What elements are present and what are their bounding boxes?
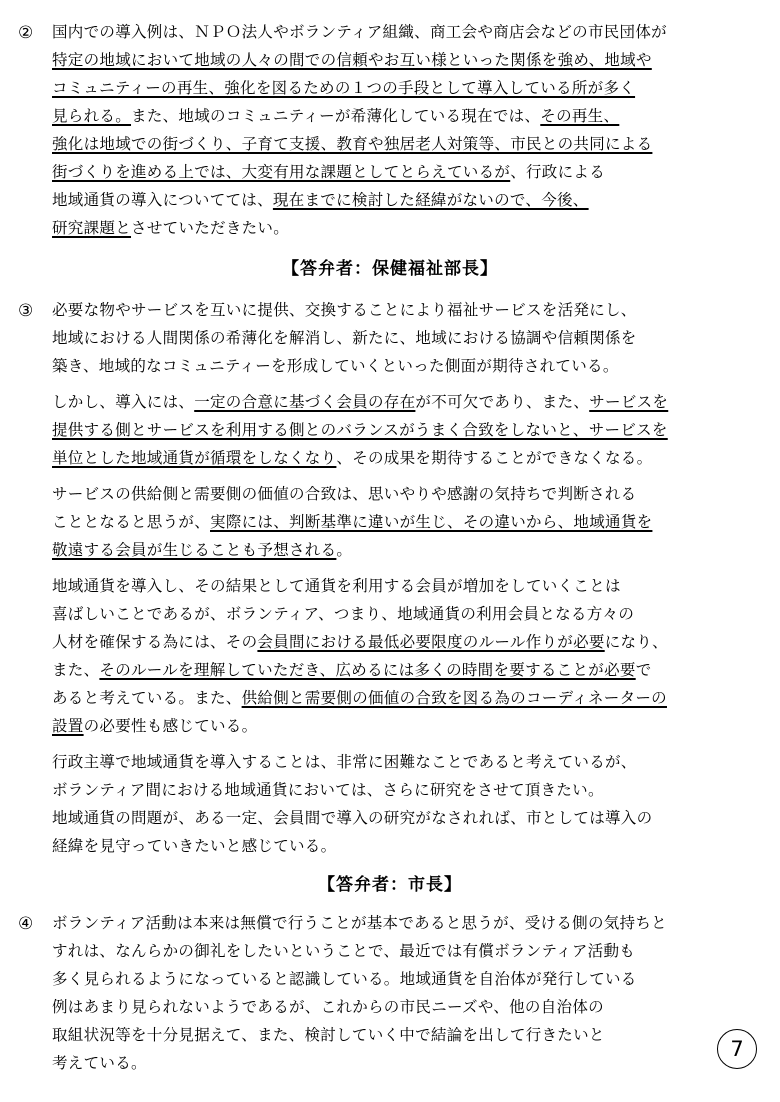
text-segment: 、行政による: [510, 163, 606, 181]
text-segment: 多く見られるようになっていると認識している。地域通貨を自治体が発行している: [52, 970, 637, 988]
text-segment: 国内での導入例は、ＮＰＯ法人やボランティア組織、商工会や商店会などの市民団体が: [52, 23, 667, 41]
answer-item-4: [18, 909, 766, 1077]
answer-item-3: [18, 296, 766, 860]
text-segment: 。: [336, 541, 353, 559]
text-segment: で: [635, 661, 652, 679]
underlined-text: 実際には、判断基準に違いが生じ、その違いから、地域通貨を: [210, 513, 653, 531]
text-segment: 築き、地域的なコミュニティーを形成していくといった側面が期待されている。: [52, 357, 619, 375]
text-segment: 喜ばしいことであるが、ボランティア、つまり、地域通貨の利用会員となる方々の: [52, 605, 635, 623]
item-marker: ②: [18, 23, 34, 43]
text-segment: しかし、導入には、: [52, 393, 195, 411]
underlined-text: 研究課題と: [52, 219, 132, 237]
text-segment: 経緯を見守っていきたいと感じている。: [52, 837, 337, 855]
text-line: [52, 508, 766, 536]
item-marker: ④: [18, 914, 34, 934]
underlined-text: その再生、: [540, 107, 620, 125]
underlined-text: 設置: [52, 717, 84, 735]
text-segment: 取組状況等を十分見据えて、また、検討していく中で結論を出して行きたいと: [52, 1026, 605, 1044]
text-line: [52, 74, 766, 102]
text-segment: 地域通貨の問題が、ある一定、会員間で導入の研究がなされれば、市としては導入の: [52, 809, 653, 827]
text-line: [52, 937, 766, 965]
item-2-text: [52, 18, 766, 242]
text-segment: 人材を確保する為には、その: [52, 633, 258, 651]
page-number: 7: [717, 1029, 757, 1069]
text-line: [52, 18, 766, 46]
text-line: [52, 186, 766, 214]
text-line: [52, 748, 766, 776]
item-3-para-1: [52, 296, 766, 380]
text-segment: あると考えている。また、: [52, 689, 242, 707]
text-line: [52, 352, 766, 380]
text-line: [52, 480, 766, 508]
text-line: [52, 46, 766, 74]
text-line: [52, 776, 766, 804]
underlined-text: そのルールを理解していただき、広めるには多くの時間を要することが必要: [99, 661, 636, 679]
text-segment: 地域通貨を導入し、その結果として通貨を利用する会員が増加をしていくことは: [52, 577, 621, 595]
text-line: [52, 712, 766, 740]
underlined-text: 街づくりを進める上では、大変有用な課題としてとらえているが: [52, 163, 511, 181]
text-line: [52, 416, 766, 444]
item-marker: ③: [18, 301, 34, 321]
text-line: [52, 628, 766, 656]
text-segment: ボランティア活動は本来は無償で行うことが基本であると思うが、受ける側の気持ちと: [52, 914, 667, 932]
answer-item-2: [18, 18, 766, 242]
text-line: [52, 536, 766, 564]
underlined-text: サービスを: [589, 393, 669, 411]
text-line: [52, 804, 766, 832]
text-line: [52, 832, 766, 860]
text-line: [52, 600, 766, 628]
text-line: [52, 324, 766, 352]
text-line: [52, 158, 766, 186]
item-4-text: [52, 909, 766, 1077]
text-line: [52, 130, 766, 158]
text-line: [52, 214, 766, 242]
underlined-text: 現在までに検討した経緯がないので、今後、: [272, 191, 589, 209]
text-segment: また、: [52, 661, 100, 679]
text-segment: 例はあまり見られないようであるが、これからの市民ニーズや、他の自治体の: [52, 998, 604, 1016]
text-segment: 考えている。: [52, 1054, 147, 1072]
text-segment: ボランティア間における地域通貨においては、さらに研究をさせて頂きたい。: [52, 781, 604, 799]
item-3-para-4: [18, 572, 766, 740]
text-segment: すれは、なんらかの御礼をしたいということで、最近では有償ボランティア活動も: [52, 942, 636, 960]
text-segment: になり、: [604, 633, 668, 651]
text-line: [52, 388, 766, 416]
underlined-text: 一定の合意に基づく会員の存在: [194, 393, 416, 411]
text-segment: サービスの供給側と需要側の価値の合致は、思いやりや感謝の気持ちで判断される: [52, 485, 637, 503]
text-line: [52, 656, 766, 684]
text-segment: が不可欠であり、また、: [415, 393, 590, 411]
underlined-text: 提供する側とサービスを利用する側とのバランスがうまく合致をしないと、サービスを: [52, 421, 668, 439]
respondent-heading-mayor: 【答弁者：市長】: [318, 875, 462, 895]
item-3-para-5: [18, 748, 766, 860]
text-segment: させていただきたい。: [131, 219, 290, 237]
text-line: [52, 909, 766, 937]
underlined-text: 会員間における最低必要限度のルール作りが必要: [257, 633, 605, 651]
text-line: [52, 296, 766, 324]
text-line: [52, 684, 766, 712]
item-3-para-2: [18, 388, 766, 472]
underlined-text: 供給側と需要側の価値の合致を図る為のコーディネーターの: [241, 689, 667, 707]
text-line: [52, 993, 766, 1021]
underlined-text: 強化は地域での街づくり、子育て支援、教育や独居老人対策等、市民との共同による: [52, 135, 653, 153]
text-line: [52, 102, 766, 130]
item-3-para-3: [18, 480, 766, 564]
text-line: [52, 965, 766, 993]
text-segment: 行政主導で地域通貨を導入することは、非常に困難なことであると考えているが、: [52, 753, 637, 771]
text-segment: 地域における人間関係の希薄化を解消し、新たに、地域における協調や信頼関係を: [52, 329, 637, 347]
text-line: [52, 444, 766, 472]
text-segment: 、その成果を期待することができなくなる。: [336, 449, 653, 467]
text-segment: 地域通貨の導入についてては、: [52, 191, 273, 209]
text-line: [52, 1021, 766, 1049]
text-segment: 必要な物やサービスを互いに提供、交換することにより福祉サービスを活発にし、: [52, 301, 637, 319]
underlined-text: 敬遠する会員が生じることも予想される: [52, 541, 337, 559]
underlined-text: 特定の地域において地域の人々の間での信頼やお互い様といった関係を強め、地域や: [52, 51, 652, 69]
text-line: [52, 1049, 766, 1077]
text-segment: また、地域のコミュニティーが希薄化している現在では、: [131, 107, 541, 125]
underlined-text: コミュニティーの再生、強化を図るための１つの手段として導入している所が多く: [52, 79, 636, 97]
underlined-text: 見られる。: [52, 107, 132, 125]
text-segment: こととなると思うが、: [52, 513, 211, 531]
underlined-text: 単位とした地域通貨が循環をしなくなり: [52, 449, 337, 467]
respondent-heading-health-welfare: 【答弁者：保健福祉部長】: [282, 259, 498, 279]
text-segment: の必要性も感じている。: [83, 717, 258, 735]
text-line: [52, 572, 766, 600]
